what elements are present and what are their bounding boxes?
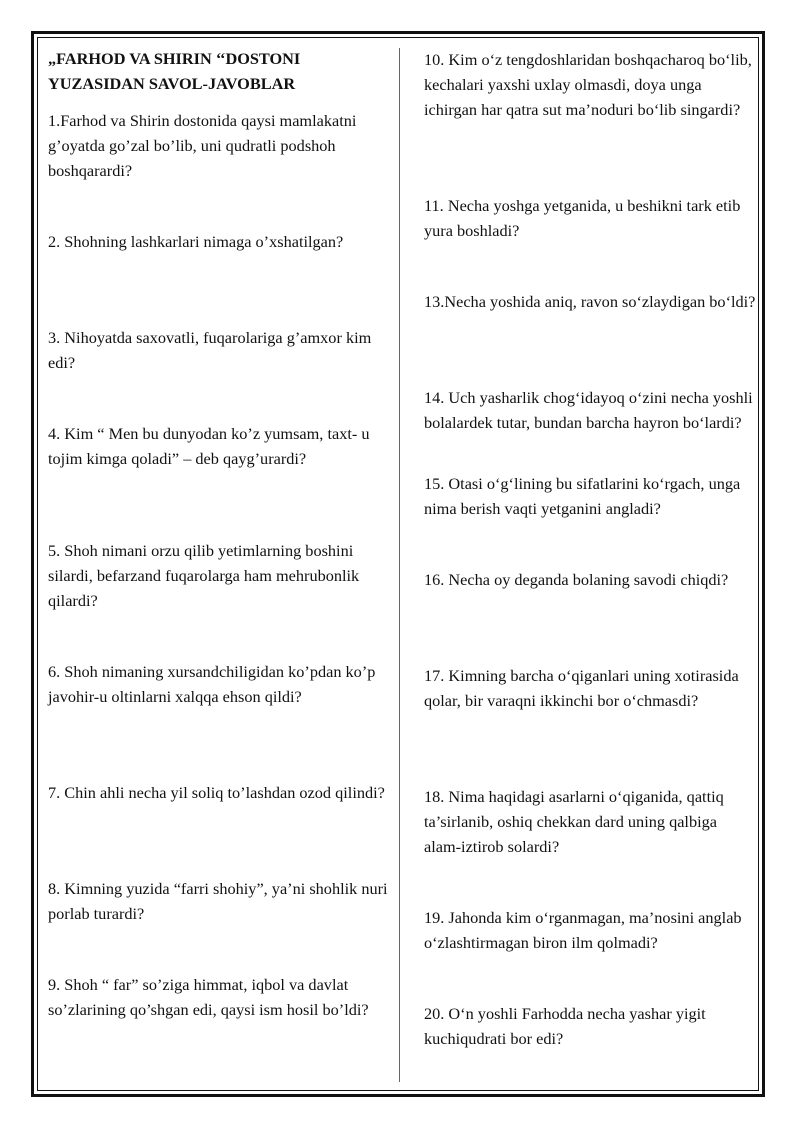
question-19: 19. Jahonda kim o‘rganmagan, ma’nosini anglab o‘zlashtirmagan biron ilm qolmadi? [424,908,742,952]
question-18: 18. Nima haqidagi asarlarni o‘qiganida, qattiq ta’sirlanib, oshiq chekkan dard uning qalbiga alam-iztirob solardi? [424,787,724,856]
question-6: 6. Shoh nimaning xursandchiligidan ko’pdan ko’p javohir-u oltinlarni xalqqa ehson qildi? [48,662,376,706]
question-17: 17. Kimning barcha o‘qiganlari uning xotirasida qolar, bir varaqni ikkinchi bor o‘chmasdi? [424,666,739,710]
question-15: 15. Otasi o‘g‘lining bu sifatlarini ko‘rgach, unga nima berish vaqti yetganini angladi? [424,474,741,518]
question-2: 2. Shohning lashkarlari nimaga o’xshatilgan? [48,232,344,251]
column-divider [399,48,400,1082]
question-11: 11. Necha yoshga yetganida, u beshikni tark etib yura boshladi? [424,196,741,240]
question-14: 14. Uch yasharlik chog‘idayoq o‘zini necha yoshli bolalardek tutar, bundan barcha hayron bo‘lardi? [424,388,753,432]
question-16: 16. Necha oy deganda bolaning savodi chiqdi? [424,570,729,589]
document-title: „FARHOD VA SHIRIN ‘‘DOSTONI YUZASIDAN SAVOL-JAVOBLAR [48,49,301,93]
question-10: 10. Kim o‘z tengdoshlaridan boshqacharoq bo‘lib, kechalari yaxshi uxlay olmasdi, doya unga ichirgan har qatra sut ma’noduri bo‘lib singardi? [424,50,752,119]
question-3: 3. Nihoyatda saxovatli, fuqarolariga g’amxor kim edi? [48,328,372,372]
question-8: 8. Kimning yuzida “farri shohiy”, ya’ni shohlik nuri porlab turardi? [48,879,388,923]
question-9: 9. Shoh “ far” so’ziga himmat, iqbol va davlat so’zlarining qo’shgan edi, qaysi ism hosil bo’ldi? [48,975,369,1019]
question-7: 7. Chin ahli necha yil soliq to’lashdan ozod qilindi? [48,783,385,802]
question-4: 4. Kim “ Men bu dunyodan ko’z yumsam, taxt- u tojim kimga qoladi” – deb qayg’urardi? [48,424,370,468]
question-13: 13.Necha yoshida aniq, ravon so‘zlaydigan bo‘ldi? [424,292,756,311]
question-5: 5. Shoh nimani orzu qilib yetimlarning boshini silardi, befarzand fuqarolarga ham mehrubonlik qilardi? [48,541,360,610]
question-1: 1.Farhod va Shirin dostonida qaysi mamlakatni g’oyatda go’zal bo’lib, uni qudratli podshoh boshqarardi? [48,111,357,180]
question-20: 20. O‘n yoshli Farhodda necha yashar yigit kuchiqudrati bor edi? [424,1004,706,1048]
